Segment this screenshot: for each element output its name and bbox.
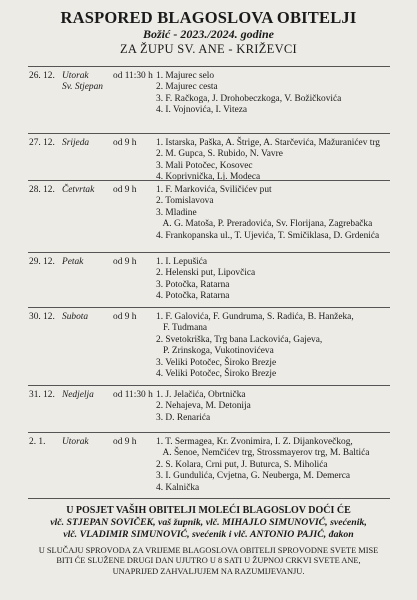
entry-date: 26. 12. <box>29 71 55 81</box>
footer-note-line: UNAPRIJED ZAHVALJUJEM NA RAZUMIJEVANJU. <box>112 566 305 576</box>
entry-day: Utorak <box>62 437 89 447</box>
list-item: 3. I. Gundulića, Cvjetna, G. Neuberga, M. Demerca <box>156 471 351 482</box>
list-item: 2. Helenski put, Lipovčica <box>156 268 256 279</box>
footer-priests-line: vlč. STJEPAN SOVIČEK, vaš župnik, vlč. MIHAJLO SIMUNOVIĆ, svećenik, <box>50 517 367 528</box>
list-item: 4. Veliki Potočec, Široko Brezje <box>156 369 277 380</box>
entry-time: od 9 h <box>113 257 137 267</box>
list-item: F. Tudmana <box>156 323 208 334</box>
entry-day: Četvrtak <box>62 185 95 195</box>
list-item: 2. Majurec cesta <box>156 82 218 93</box>
entry-streets <box>156 437 369 494</box>
list-item: A. G. Matoša, P. Preradovića, Sv. Florijana, Zagrebačka <box>156 219 373 230</box>
entry-streets <box>156 257 255 303</box>
list-item: 1. F. Markovića, Sviličićev put <box>156 185 272 195</box>
entry-time: od 9 h <box>113 185 137 195</box>
list-item: 2. Tomislavova <box>156 196 214 207</box>
entry-day-extra: Sv. Stjepan <box>62 82 103 93</box>
entry-date: 2. 1. <box>29 437 46 447</box>
list-item: 4. I. Vojnovića, I. Viteza <box>156 105 248 116</box>
divider <box>28 432 390 433</box>
footer-note <box>0 546 417 577</box>
parish-line: ZA ŽUPU SV. ANE - KRIŽEVCI <box>119 42 298 56</box>
list-item: 1. J. Jelačića, Obrtnička <box>156 390 246 400</box>
header <box>0 0 417 57</box>
list-item: 1. Majurec selo <box>156 71 215 81</box>
entry-streets <box>156 312 354 380</box>
list-item: 3. Potočka, Ratarna <box>156 279 230 290</box>
entry-date: 31. 12. <box>29 390 55 400</box>
list-item: 1. Istarska, Paška, A. Štrige, A. Starčevića, Mažuranićev trg <box>156 138 380 148</box>
entry-streets <box>156 390 251 424</box>
entry-time: od 9 h <box>113 437 137 447</box>
footer-note-line: U SLUČAJU SPROVODA ZA VRIJEME BLAGOSLOVA OBITELJI SPROVODNE SVETE MISE <box>38 546 379 555</box>
list-item: 3. D. Renarića <box>156 412 211 423</box>
footer <box>0 505 417 577</box>
footer-note-line: BITI ĆE SLUŽENE DRUGI DAN UJUTRO U 8 SATI U ŽUPNOJ CRKVI SVETE ANE, <box>56 556 361 566</box>
entry-time: od 11:30 h <box>113 71 153 81</box>
list-item: 2. Svetokriška, Trg bana Lackovića, Gajeva, <box>156 334 323 345</box>
list-item: 1. I. Lepušića <box>156 257 208 267</box>
entry-day: Utorak <box>62 71 89 81</box>
list-item: P. Zrinskoga, Vukotinovićeva <box>156 346 274 357</box>
list-item: 2. M. Gupca, S. Rubido, N. Vavre <box>156 149 283 160</box>
entry-day: Petak <box>62 257 84 267</box>
entry-day: Nedjelja <box>62 390 94 400</box>
list-item: 2. Nehajeva, M. Detonija <box>156 401 251 412</box>
list-item: 1. F. Galovića, F. Gundruma, S. Radića, B. Hanžeka, <box>156 312 354 322</box>
footer-lead: U POSJET VAŠIH OBITELJI MOLEĆI BLAGOSLOV DOĆI ĆE <box>66 505 351 516</box>
list-item: A. Šenoe, Nemčićev trg, Strossmayerov trg, M. Baltića <box>156 448 370 459</box>
list-item: 2. S. Kolara, Crni put, J. Buturca, S. Miholića <box>156 459 328 470</box>
list-item: 1. T. Sermagea, Kr. Zvonimira, I. Z. Dijankovečkog, <box>156 437 353 447</box>
entry-streets <box>156 138 380 184</box>
list-item: 3. Veliki Potočec, Široko Brezje <box>156 357 277 368</box>
divider <box>28 66 390 67</box>
divider <box>28 498 390 499</box>
list-item: 3. Mali Potočec, Kosovec <box>156 160 253 171</box>
divider <box>28 180 390 181</box>
list-item: 3. Mladine <box>156 207 197 218</box>
entry-day: Subota <box>62 312 89 322</box>
entry-date: 28. 12. <box>29 185 55 195</box>
entry-streets <box>156 185 379 242</box>
entry-date: 29. 12. <box>29 257 55 267</box>
divider <box>28 307 390 308</box>
page-subtitle: Božić - 2023./2024. godine <box>143 27 274 41</box>
divider <box>28 133 390 134</box>
list-item: 4. Frankopanska ul., T. Ujevića, T. Smičiklasa, D. Grdenića <box>156 230 380 241</box>
entry-time: od 9 h <box>113 312 137 322</box>
divider <box>28 252 390 253</box>
list-item: 4. Potočka, Ratarna <box>156 291 230 302</box>
entry-time: od 11:30 h <box>113 390 153 400</box>
footer-priests-line: vlč. VLADIMIR SIMUNOVIĆ, svećenik i vlč. ANTONIO PAJIĆ, đakon <box>63 529 354 540</box>
page-title: RASPORED BLAGOSLOVA OBITELJI <box>60 8 357 27</box>
list-item: 3. F. Račkoga, J. Drohobeczkoga, V. Božičkovića <box>156 93 342 104</box>
entry-date: 30. 12. <box>29 312 55 322</box>
entry-date: 27. 12. <box>29 138 55 148</box>
list-item: 4. Kalnička <box>156 482 200 493</box>
entry-day: Srijeda <box>62 138 90 148</box>
list-item: 4. Koprivnička, Lj. Modeca <box>156 172 261 183</box>
divider <box>28 385 390 386</box>
entry-time: od 9 h <box>113 138 137 148</box>
entry-streets <box>156 71 341 117</box>
